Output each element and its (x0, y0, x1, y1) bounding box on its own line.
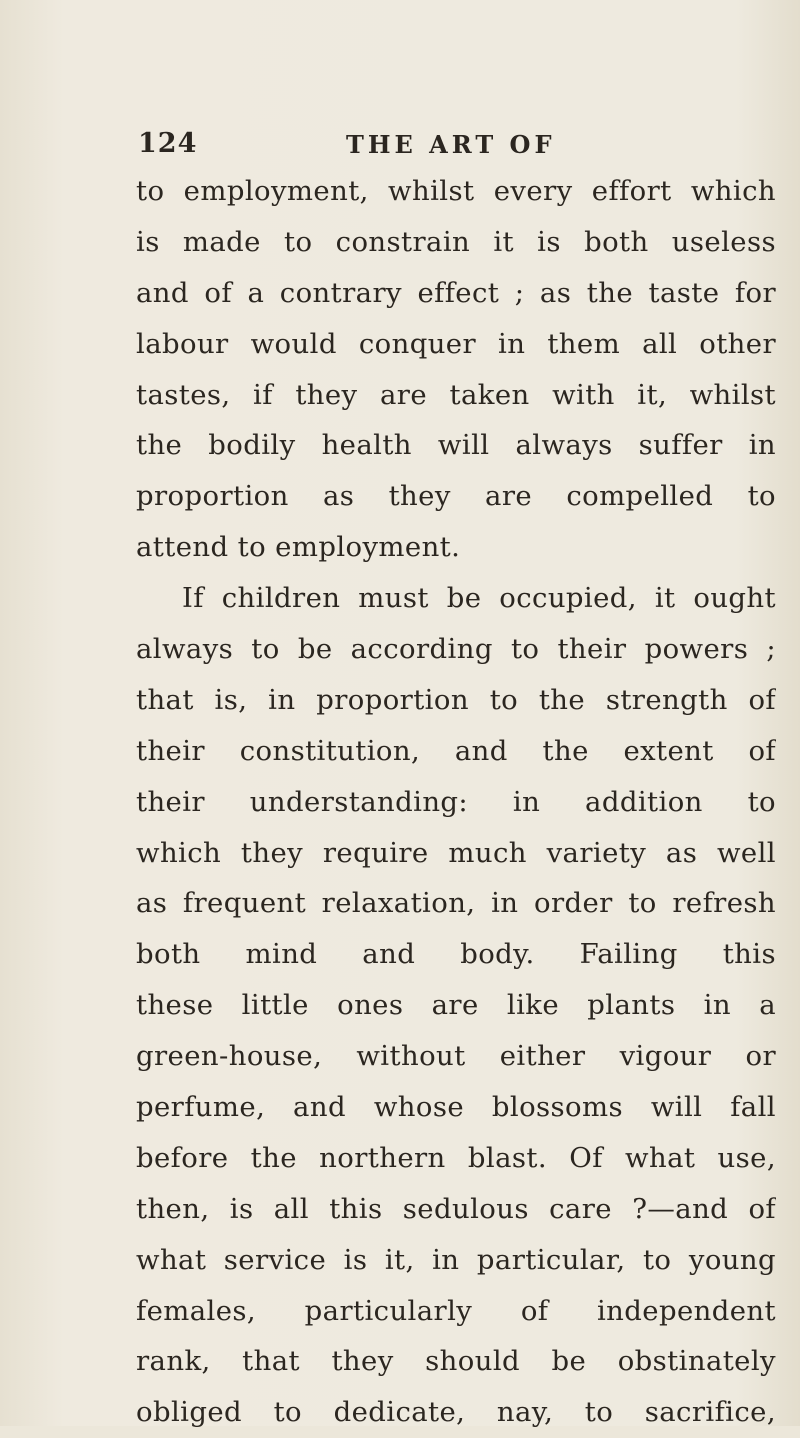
text-line: If children must be occupied, it ought (182, 582, 776, 615)
text-line: tastes, if they are taken with it, whilst (136, 378, 776, 411)
running-head (138, 128, 778, 168)
text-line: attend to employment. (136, 531, 461, 564)
text-line: females, particularly of independent (136, 1294, 776, 1327)
body-text (136, 166, 776, 1438)
text-line: then, is all this sedulous care ?—and of (136, 1192, 776, 1225)
text-line: as frequent relaxation, in order to refresh (136, 887, 776, 920)
page-number: 124 (138, 128, 198, 159)
text-line: rank, that they should be obstinately (136, 1345, 776, 1378)
text-line: perfume, and whose blossoms will fall (136, 1091, 776, 1124)
text-line: that is, in proportion to the strength of (136, 683, 776, 716)
text-line: green-house, without either vigour or (136, 1040, 776, 1073)
text-line: their constitution, and the extent of (136, 734, 776, 767)
text-line: always to be according to their powers ; (136, 633, 776, 666)
text-line: and of a contrary effect ; as the taste for (136, 276, 776, 309)
text-line: before the northern blast. Of what use, (136, 1141, 776, 1174)
text-line: which they require much variety as well (136, 836, 776, 869)
text-line: labour would conquer in them all other (136, 327, 776, 360)
text-line: what service is it, in particular, to young (136, 1243, 776, 1276)
running-title: THE ART OF (346, 130, 556, 159)
text-line: is made to constrain it is both useless (136, 225, 776, 258)
text-line: these little ones are like plants in a (136, 989, 776, 1022)
text-line: both mind and body. Failing this (136, 938, 776, 971)
text-line: to employment, whilst every effort which (136, 175, 776, 207)
text-line: obliged to dedicate, nay, to sacrifice, (136, 1396, 776, 1429)
text-line: their understanding: in addition to (136, 785, 776, 818)
text-line: proportion as they are compelled to (136, 480, 776, 513)
text-line: the bodily health will always suffer in (136, 429, 776, 462)
